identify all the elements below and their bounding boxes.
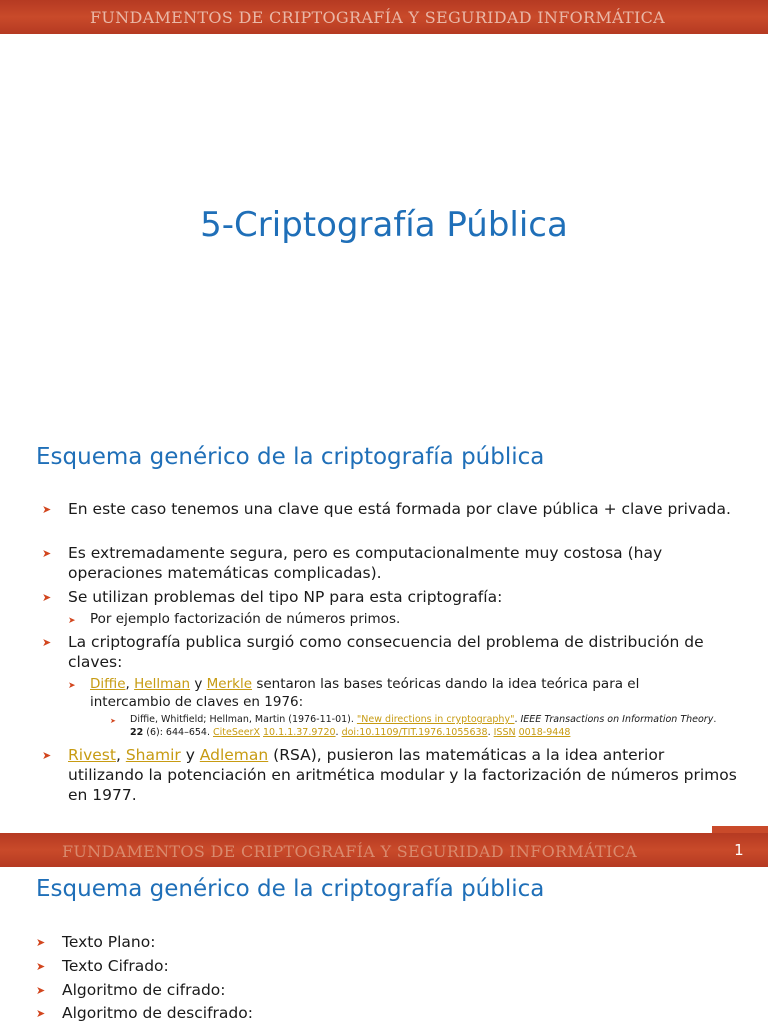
bullet-text: Texto Plano:	[62, 933, 156, 951]
bullet-text: En este caso tenemos una clave que está formada por clave pública + clave privada.	[68, 500, 731, 518]
bullet-item	[42, 499, 738, 519]
link-diffie[interactable]: Diffie	[90, 676, 126, 692]
bullet-item	[36, 956, 732, 976]
arrow-bullet-icon: ➤	[42, 547, 52, 560]
link-shamir[interactable]: Shamir	[125, 746, 181, 764]
bullet-text: La criptografía publica surgió como consecuencia del problema de distribución de claves:	[68, 633, 704, 671]
link-citeseerx-id[interactable]: 10.1.1.37.9720	[263, 727, 336, 738]
slide-title: 5-Criptografía Pública	[200, 205, 568, 245]
bullet-text: Algoritmo de cifrado:	[62, 981, 226, 999]
bullet-item	[42, 587, 738, 607]
arrow-bullet-icon: ➤	[36, 960, 46, 973]
link-issn-id[interactable]: 0018-9448	[518, 727, 571, 738]
citation-volume: 22	[130, 727, 144, 738]
separator: .	[335, 727, 342, 738]
sub-bullet-text: Por ejemplo factorización de números primos.	[90, 611, 401, 627]
separator: y	[180, 746, 200, 764]
citation-item	[110, 713, 730, 739]
slide-number: 1	[734, 841, 744, 859]
link-citeseerx[interactable]: CiteSeerX	[213, 727, 260, 738]
arrow-bullet-icon: ➤	[36, 1007, 46, 1020]
citation-journal: IEEE Transactions on Information Theory	[520, 714, 714, 725]
footer-band-text: FUNDAMENTOS DE CRIPTOGRAFÍA Y SEGURIDAD INFORMÁTICA	[62, 842, 638, 861]
arrow-bullet-icon: ➤	[68, 681, 76, 691]
link-doi[interactable]: doi	[341, 727, 357, 738]
section-heading: Esquema genérico de la criptografía pública	[36, 876, 545, 902]
bullet-item	[42, 745, 738, 805]
bullet-text: Algoritmo de descifrado:	[62, 1004, 253, 1022]
arrow-bullet-icon: ➤	[42, 503, 52, 516]
arrow-bullet-icon: ➤	[68, 616, 76, 626]
separator: ,	[115, 746, 126, 764]
citation-authors: Diffie, Whitfield; Hellman, Martin (1976-11-01).	[130, 714, 357, 725]
bullet-item	[36, 980, 732, 1000]
arrow-bullet-icon: ➤	[42, 591, 52, 604]
section-heading: Esquema genérico de la criptografía pública	[36, 444, 545, 470]
bullet-item	[42, 543, 738, 583]
bullet-text: (RSA), pusieron las matemáticas a la idea anterior utilizando la potenciación en aritmética modular y la factorización de números primos en 1977.	[68, 746, 737, 804]
bullet-item	[36, 932, 732, 952]
arrow-bullet-icon: ➤	[36, 936, 46, 949]
link-hellman[interactable]: Hellman	[134, 676, 191, 692]
bullet-item	[42, 632, 738, 672]
link-doi-id[interactable]: :10.1109/TIT.1976.1055638	[356, 727, 488, 738]
header-band	[0, 0, 768, 34]
link-merkle[interactable]: Merkle	[206, 676, 253, 692]
bullet-text: Se utilizan problemas del tipo NP para esta criptografía:	[68, 588, 503, 606]
separator: .	[514, 714, 521, 725]
bullet-text: Texto Cifrado:	[62, 957, 169, 975]
bullet-item	[36, 1003, 732, 1023]
arrow-bullet-icon: ➤	[42, 749, 52, 762]
arrow-bullet-icon: ➤	[42, 636, 52, 649]
footer-band	[0, 833, 768, 867]
bullet-text: Es extremadamente segura, pero es computacionalmente muy costosa (hay operaciones matemáticas complicadas).	[68, 544, 663, 582]
footer-band-notch	[712, 826, 768, 833]
separator: .	[487, 727, 494, 738]
sub-bullet-text: sentaron las bases teóricas dando la idea teórica para el intercambio de claves en 1976:	[90, 676, 640, 710]
separator: y	[190, 676, 207, 692]
header-band-text: FUNDAMENTOS DE CRIPTOGRAFÍA Y SEGURIDAD INFORMÁTICA	[90, 8, 666, 27]
arrow-bullet-icon: ➤	[36, 984, 46, 997]
sub-bullet-item	[68, 675, 710, 711]
link-adleman[interactable]: Adleman	[199, 746, 269, 764]
separator: .	[713, 714, 717, 725]
link-issn[interactable]: ISSN	[493, 727, 516, 738]
sub-bullet-item	[68, 610, 710, 628]
link-citation-title[interactable]: "New directions in cryptography"	[356, 714, 515, 725]
citation-pages: (6): 644–654.	[143, 727, 213, 738]
separator: ,	[125, 676, 135, 692]
arrow-bullet-icon: ➤	[110, 717, 116, 725]
link-rivest[interactable]: Rivest	[68, 746, 116, 764]
